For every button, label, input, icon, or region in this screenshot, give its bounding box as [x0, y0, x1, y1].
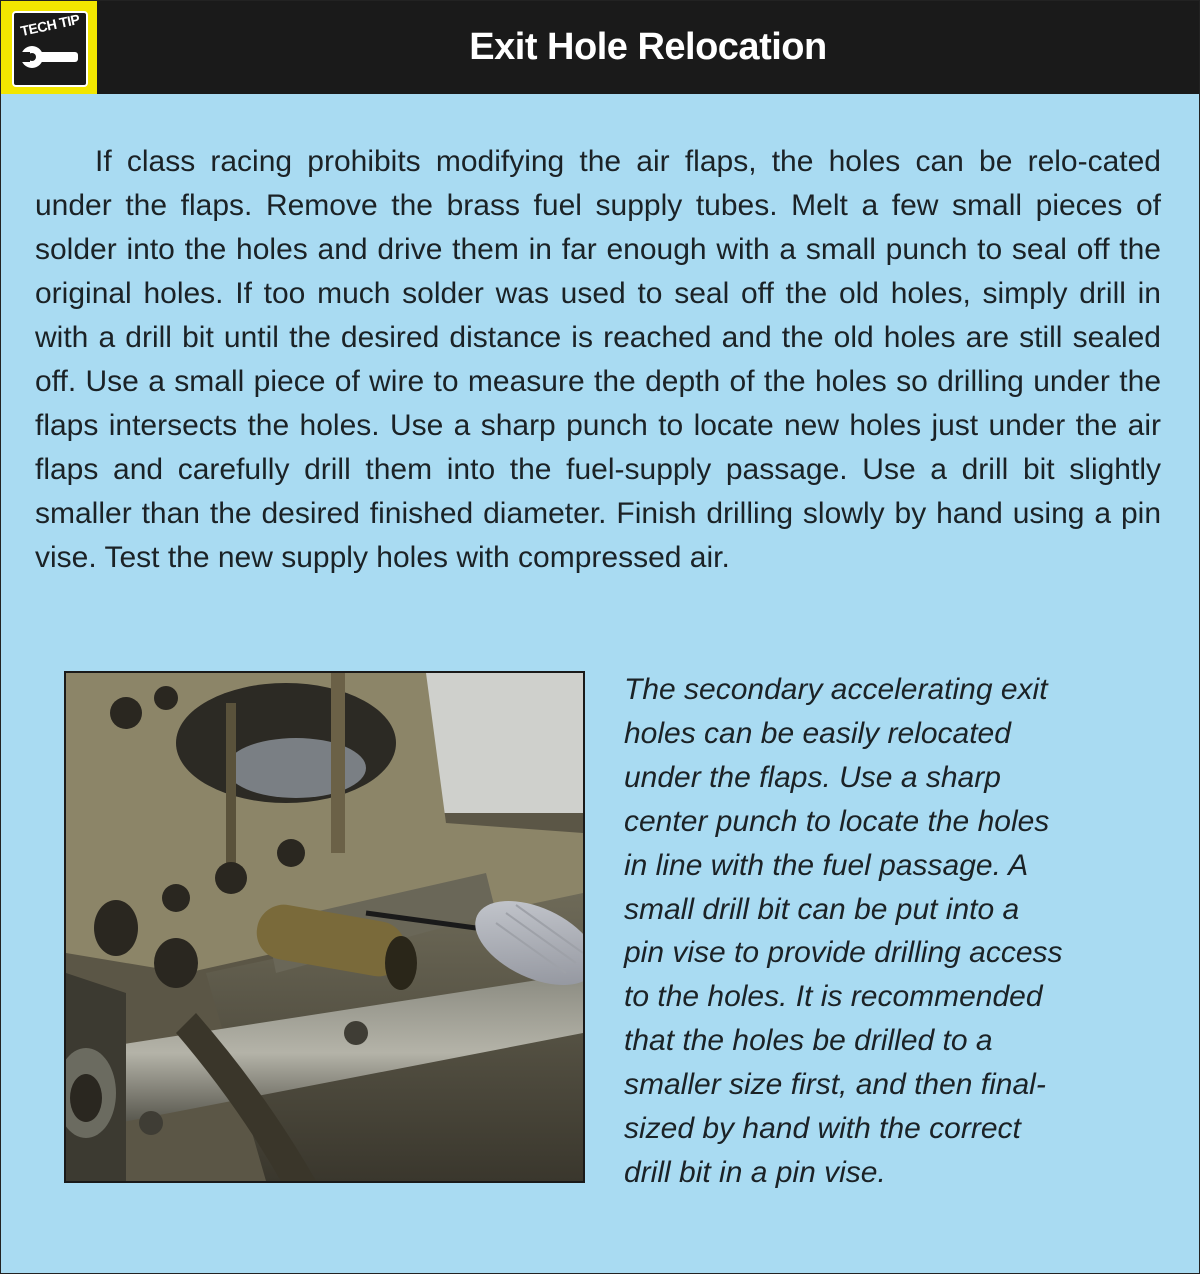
caption-line: center punch to locate the holes — [624, 804, 1050, 838]
caption-line: smaller size first, and then final- — [624, 1068, 1046, 1102]
sidebar-title: Exit Hole Relocation — [469, 26, 827, 68]
carburetor-photo — [64, 671, 585, 1183]
caption-line: The secondary accelerating exit — [624, 673, 1048, 706]
badge-label: TECH TIP — [19, 10, 81, 40]
wrench-icon — [18, 39, 82, 75]
badge-frame — [12, 11, 88, 87]
caption-line: under the flaps. Use a sharp — [624, 760, 1001, 794]
caption-line: pin vise to provide drilling access — [624, 936, 1063, 970]
caption-line: small drill bit can be put into a — [624, 892, 1020, 926]
caption-line: holes can be easily relocated — [624, 716, 1011, 750]
caption-line: in line with the fuel passage. A — [624, 848, 1029, 882]
tech-tip-badge — [1, 1, 97, 94]
photo-caption — [624, 668, 1169, 1195]
caption-line: to the holes. It is recommended — [624, 980, 1043, 1014]
caption-line: that the holes be drilled to a — [624, 1024, 993, 1058]
caption-line: sized by hand with the correct — [624, 1112, 1021, 1146]
header-bar — [1, 1, 1199, 94]
caption-line: drill bit in a pin vise. — [624, 1155, 886, 1189]
body-paragraph: If class racing prohibits modifying the air flaps, the holes can be relo-cated under the flaps. Remove the brass fuel supply tubes. Melt a few small pieces of solder into the holes and drive them in far enough with a small punch to seal off the original holes. If too much solder was used to seal off the old holes, simply drill in with a drill bit until the desired distance is reached and the old holes are still sealed off. Use a small piece of wire to measure the depth of the holes so drilling under the flaps intersects the holes. Use a sharp punch to locate new holes just under the air flaps and carefully drill them into the fuel-supply passage. Use a drill bit slightly smaller than the desired finished diameter. Finish drilling slowly by hand using a pin vise. Test the new supply holes with compressed air. — [35, 145, 1161, 574]
